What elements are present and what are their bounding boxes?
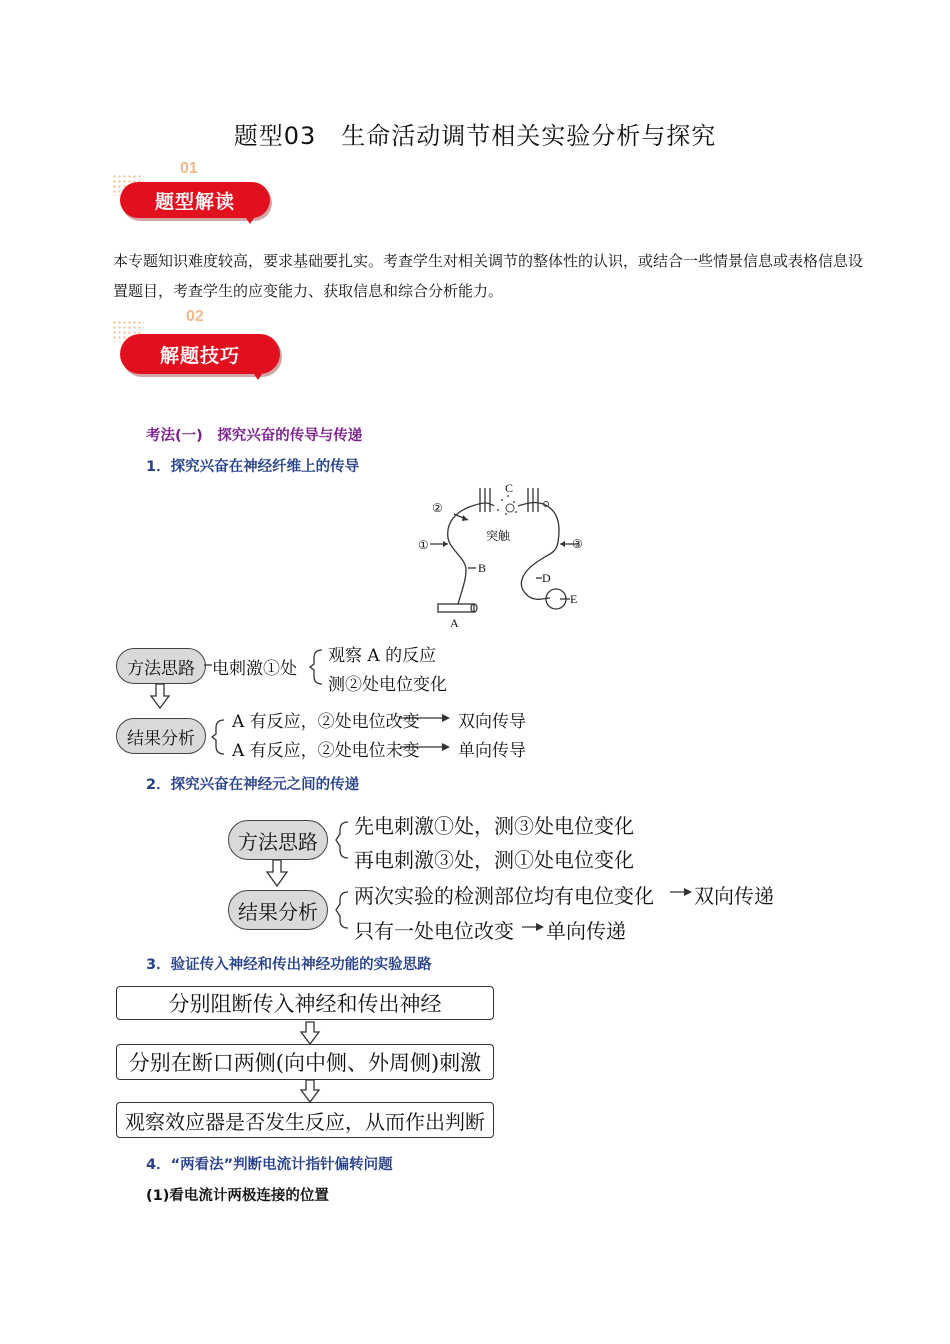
diagram-label-a: A bbox=[450, 616, 459, 630]
diagram-label-e: E bbox=[570, 592, 578, 606]
flow2-method-step1: 先电刺激①处，测③处电位变化 bbox=[354, 814, 634, 838]
flow2-method-pill: 方法思路 bbox=[228, 820, 328, 860]
flow3-step-1: 分别阻断传入神经和传出神经 bbox=[116, 986, 494, 1020]
diagram-label-b: B bbox=[478, 561, 487, 575]
page-title: 题型03 生命活动调节相关实验分析与探究 bbox=[233, 122, 717, 150]
flow2-result2-outcome: 单向传递 bbox=[546, 919, 626, 943]
diagram-label-synapse: 突触 bbox=[486, 529, 511, 543]
flow3-step-3: 观察效应器是否发生反应，从而作出判断 bbox=[116, 1102, 494, 1138]
flow1-branch-observe: 观察 A 的反应 bbox=[328, 646, 437, 666]
flow1-method-pill: 方法思路 bbox=[116, 648, 206, 684]
flow2-result1-condition: 两次实验的检测部位均有电位变化 bbox=[354, 884, 654, 908]
flow2-method-step2: 再电刺激③处，测①处电位变化 bbox=[354, 848, 634, 872]
badge-number: 02 bbox=[186, 308, 204, 325]
diagram-label-p1: ① bbox=[418, 538, 429, 552]
flow3-step-2: 分别在断口两侧(向中侧、外周侧)刺激 bbox=[116, 1044, 494, 1080]
item4-subheading: (1)看电流计两极连接的位置 bbox=[146, 1188, 329, 1204]
flow1-branch-measure: 测②处电位变化 bbox=[328, 675, 447, 695]
flow2-result2-condition: 只有一处电位改变 bbox=[354, 919, 514, 943]
flow1-result1-outcome: 双向传导 bbox=[458, 712, 526, 732]
diagram-label-d: D bbox=[542, 571, 551, 585]
flow1-result2-outcome: 单向传导 bbox=[458, 741, 526, 761]
flow2-result-pill: 结果分析 bbox=[228, 890, 328, 930]
flow1-result2-condition: A 有反应，②处电位未变 bbox=[232, 741, 420, 761]
item4-heading: 4．“两看法”判断电流计指针偏转问题 bbox=[146, 1157, 393, 1173]
badge-label: 解题技巧 bbox=[120, 334, 280, 374]
flow2-result1-outcome: 双向传递 bbox=[694, 884, 774, 908]
flow1-stimulus: 电刺激①处 bbox=[212, 659, 297, 679]
badge-label: 题型解读 bbox=[120, 182, 270, 218]
flow1-result-pill: 结果分析 bbox=[116, 718, 206, 754]
flow1-result1-condition: A 有反应，②处电位改变 bbox=[232, 712, 420, 732]
item3-heading: 3．验证传入神经和传出神经功能的实验思路 bbox=[146, 957, 432, 973]
item2-heading: 2．探究兴奋在神经元之间的传递 bbox=[146, 777, 360, 793]
diagram-label-p2: ② bbox=[432, 501, 443, 515]
method-heading: 考法(一) 探究兴奋的传导与传递 bbox=[146, 428, 363, 444]
diagram-label-c: C bbox=[505, 481, 514, 495]
item1-heading: 1．探究兴奋在神经纤维上的传导 bbox=[146, 459, 360, 475]
badge-number: 01 bbox=[180, 160, 198, 177]
intro-paragraph: 本专题知识难度较高，要求基础要扎实。考查学生对相关调节的整体性的认识，或结合一些情景信息或表格信息设置题目，考查学生的应变能力、获取信息和综合分析能力。 bbox=[113, 252, 864, 300]
diagram-label-p3: ③ bbox=[572, 537, 583, 551]
